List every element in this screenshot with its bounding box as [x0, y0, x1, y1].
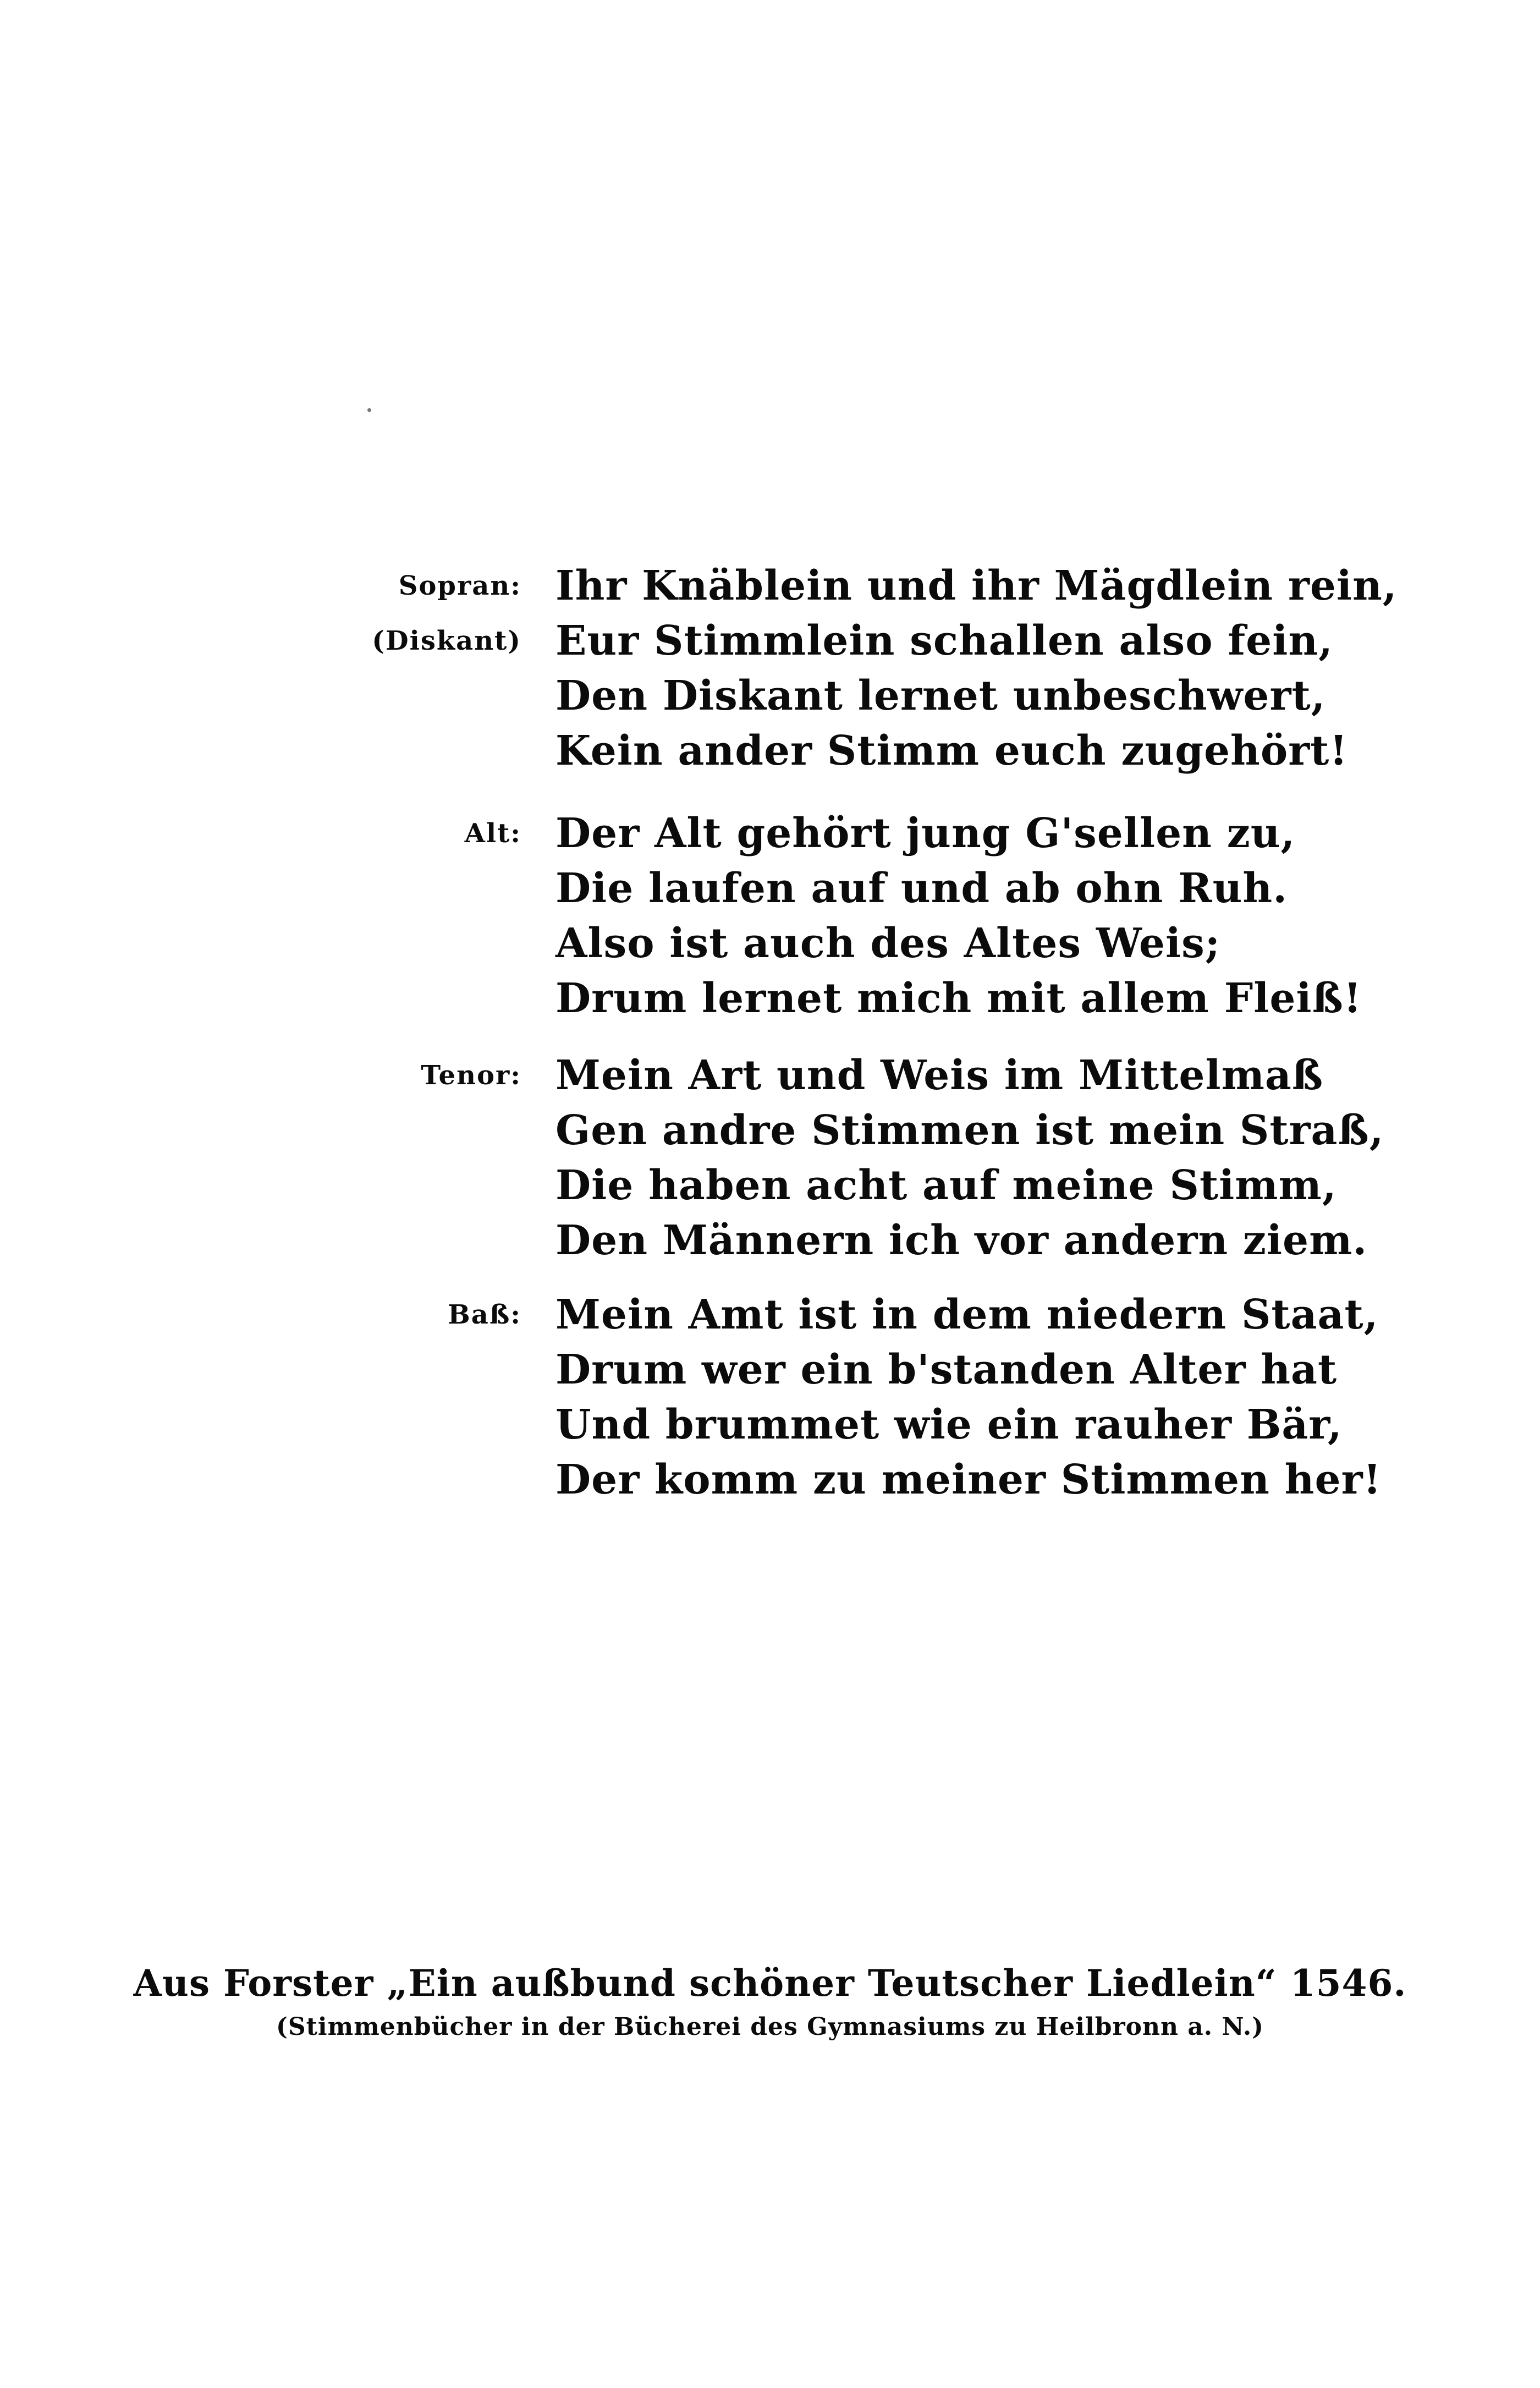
- voice-label-sopran: [372, 558, 521, 668]
- source-note: (Stimmenbücher in der Bücherei des Gymnasiums zu Heilbronn a. N.): [276, 2013, 1264, 2041]
- print-speck: [367, 408, 371, 412]
- voice-name: Tenor:: [421, 1060, 521, 1091]
- verse-lines: [556, 1048, 1384, 1268]
- source-citation: [0, 1958, 1540, 2046]
- verse-line: Die laufen auf und ab ohn Ruh.: [556, 865, 1288, 912]
- voice-name: Sopran:: [398, 570, 521, 601]
- verse-line: Kein ander Stimm euch zugehört!: [556, 727, 1348, 775]
- voice-name: Baß:: [448, 1299, 521, 1330]
- verse-line: Und brummet wie ein rauher Bär,: [556, 1401, 1343, 1448]
- verse-line: Gen andre Stimmen ist mein Straß,: [556, 1107, 1384, 1154]
- verse-lines: [556, 806, 1362, 1026]
- verse-line: Mein Amt ist in dem niedern Staat,: [556, 1291, 1379, 1338]
- verse-line: Ihr Knäblein und ihr Mägdlein rein,: [556, 562, 1398, 610]
- voice-name: Alt:: [464, 818, 521, 849]
- verse-line: Eur Stimmlein schallen also fein,: [556, 617, 1333, 665]
- verse-lines: [556, 1287, 1382, 1507]
- verse-lines: [556, 558, 1398, 778]
- source-line: Aus Forster „Ein außbund schöner Teutscher Liedlein“ 1546.: [133, 1962, 1407, 2005]
- verse-line: Drum lernet mich mit allem Fleiß!: [556, 975, 1362, 1022]
- verse-line: Den Männern ich vor andern ziem.: [556, 1217, 1368, 1264]
- voice-label-tenor: [421, 1048, 521, 1103]
- verse-line: Die haben acht auf meine Stimm,: [556, 1162, 1337, 1209]
- verse-line: Also ist auch des Altes Weis;: [556, 920, 1221, 967]
- verse-line: Mein Art und Weis im Mittelmaß: [556, 1052, 1324, 1099]
- voice-label-alt: [465, 806, 521, 861]
- verse-line: Drum wer ein b'standen Alter hat: [556, 1346, 1338, 1393]
- verse-line: Der komm zu meiner Stimmen her!: [556, 1456, 1382, 1503]
- verse-line: Der Alt gehört jung G'sellen zu,: [556, 810, 1296, 857]
- verse-line: Den Diskant lernet unbeschwert,: [556, 672, 1326, 720]
- voice-label-bass: [448, 1287, 521, 1342]
- voice-alt-name: (Diskant): [372, 625, 521, 656]
